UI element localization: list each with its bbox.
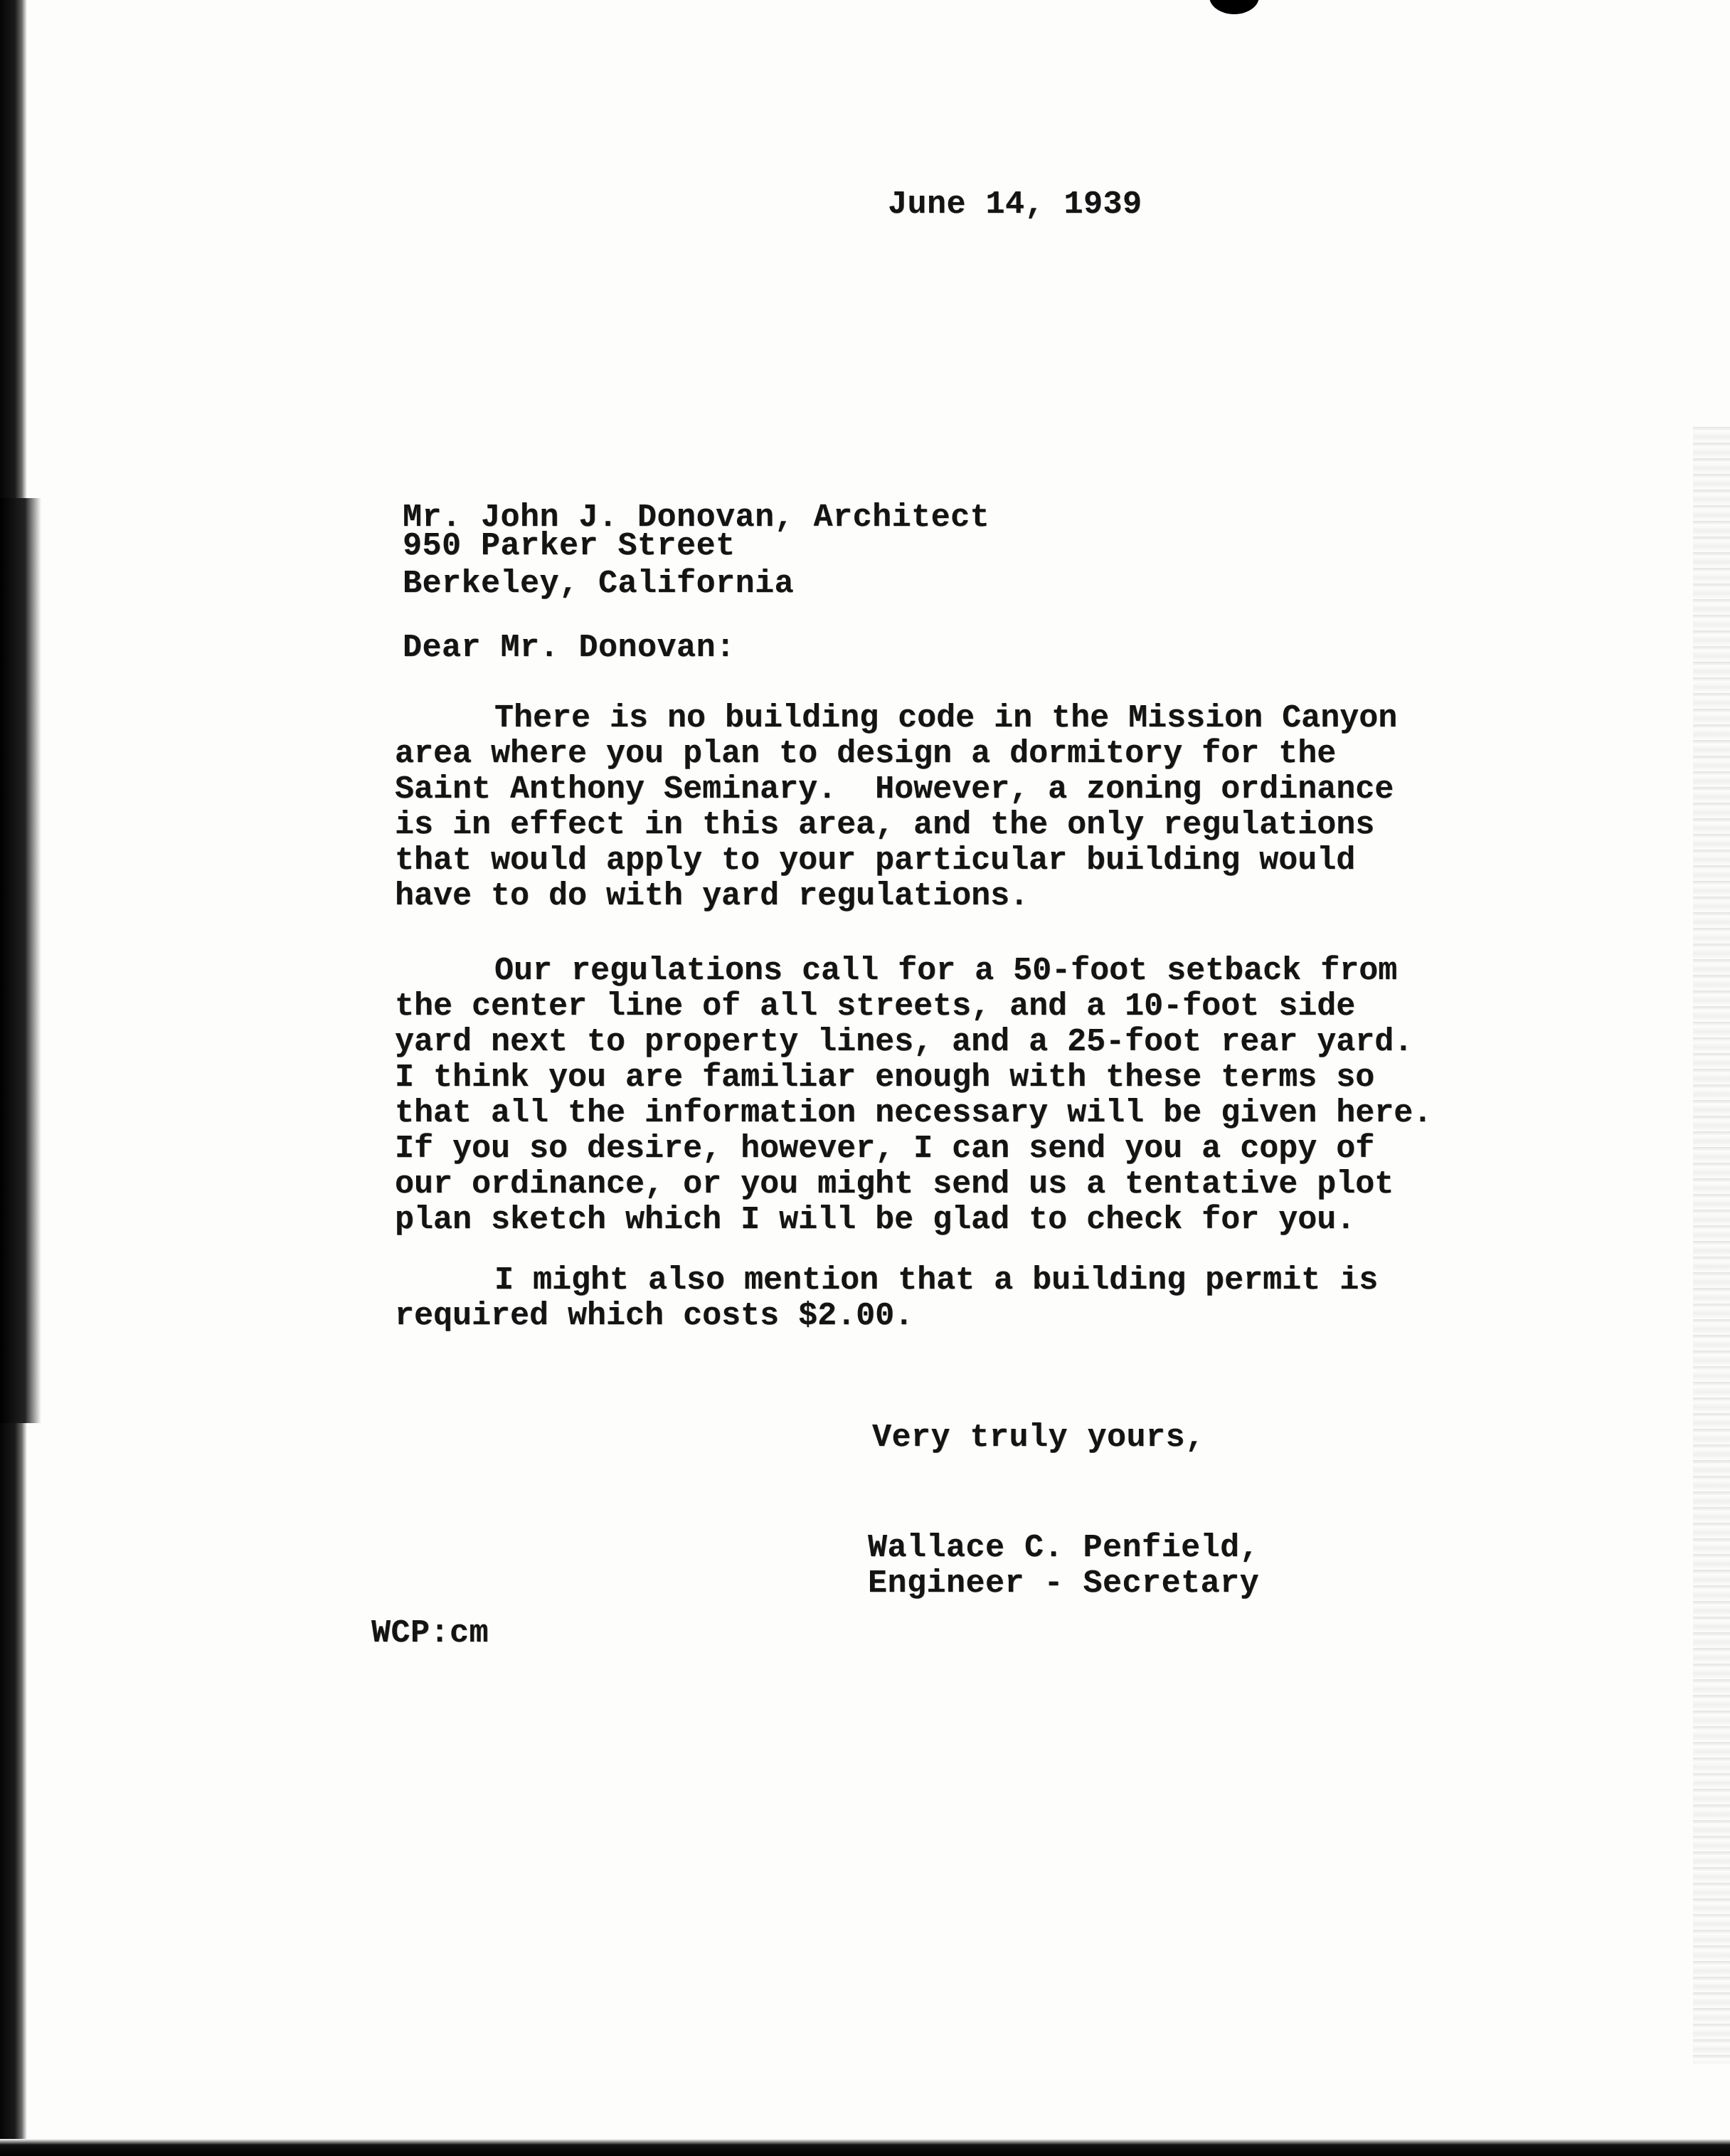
paragraph-line: that all the information necessary will be given here.: [395, 1095, 1433, 1131]
paragraph-line: is in effect in this area, and the only regulations: [395, 807, 1375, 843]
recipient-city: Berkeley, California: [403, 566, 795, 602]
paragraph-line: required which costs $2.00.: [395, 1298, 914, 1334]
paragraph-line: Our regulations call for a 50-foot setback from: [494, 953, 1398, 989]
letter-date: June 14, 1939: [888, 186, 1142, 223]
paragraph-3: [395, 1263, 1505, 1334]
signer-name: Wallace C. Penfield,: [868, 1530, 1260, 1566]
ink-blot: [1209, 0, 1259, 14]
scan-left-edge-shadow: [0, 498, 41, 1423]
paragraph-line: There is no building code in the Mission Canyon: [494, 700, 1398, 736]
paragraph-line: If you so desire, however, I can send you a copy of: [395, 1131, 1375, 1167]
paragraph-line: I think you are familiar enough with these terms so: [395, 1059, 1375, 1096]
paragraph-line: the center line of all streets, and a 10-foot side: [395, 988, 1356, 1025]
paragraph-1: [395, 701, 1505, 914]
paragraph-line: that would apply to your particular building would: [395, 842, 1356, 879]
paragraph-2: [395, 953, 1505, 1238]
recipient-street: 950 Parker Street: [403, 528, 736, 564]
signer-title: Engineer - Secretary: [868, 1565, 1260, 1602]
paragraph-line: plan sketch which I will be glad to check for you.: [395, 1202, 1356, 1238]
scan-bottom-edge: [0, 2139, 1730, 2156]
closing: Very truly yours,: [872, 1420, 1205, 1456]
salutation: Dear Mr. Donovan:: [403, 630, 736, 666]
paragraph-line: have to do with yard regulations.: [395, 878, 1029, 914]
paragraph-line: I might also mention that a building permit is: [494, 1262, 1379, 1299]
reference-initials: WCP:cm: [371, 1615, 489, 1652]
scan-noise: [1693, 427, 1730, 2063]
paragraph-line: Saint Anthony Seminary. However, a zoning ordinance: [395, 771, 1394, 808]
paragraph-line: our ordinance, or you might send us a tentative plot: [395, 1166, 1394, 1203]
paragraph-line: yard next to property lines, and a 25-foot rear yard.: [395, 1024, 1413, 1060]
recipient-name: Mr. John J. Donovan, Architect: [403, 500, 990, 536]
paragraph-line: area where you plan to design a dormitory for the: [395, 736, 1337, 772]
